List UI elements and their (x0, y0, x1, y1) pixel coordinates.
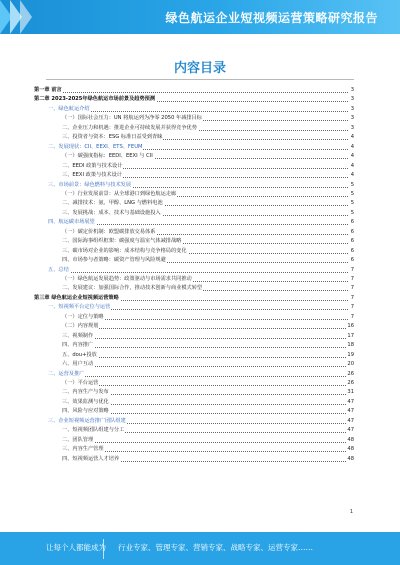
toc-leader-dots (52, 224, 348, 225)
toc-leader-dots (66, 366, 348, 367)
toc-entry-page: 6 (350, 228, 354, 235)
toc-entry-page: 7 (350, 276, 354, 282)
toc-entry[interactable] (0, 303, 400, 312)
toc-entry-label: 二、运营及推广 (48, 370, 85, 377)
toc-entry-page: 4 (350, 172, 354, 179)
toc-entry-label: 三、企业短视频运营推广团队组建 (48, 417, 126, 424)
toc-entry[interactable] (0, 455, 400, 464)
toc-entry-page: 47 (347, 408, 354, 415)
toc-leader-dots (66, 442, 348, 443)
toc-entry-page: 4 (350, 153, 354, 160)
toc-entry-page: 5 (350, 200, 354, 207)
toc-entry[interactable] (0, 95, 400, 104)
toc-entry-page: 6 (350, 238, 354, 245)
toc-entry-page: 19 (347, 351, 354, 358)
toc-leader-dots (52, 111, 348, 112)
toc-entry-page: 5 (350, 190, 354, 197)
toc-entry[interactable] (0, 114, 400, 123)
toc-entry-label: 第二章 2023-2025年绿色航运市场前景及趋势预测 (34, 96, 156, 103)
toc-entry[interactable] (0, 162, 400, 171)
toc-entry[interactable] (0, 124, 400, 133)
toc-entry-label: 一、短视频平台定位与运营 (48, 304, 111, 311)
toc-entry-label: 四、市场参与者策略：碳资产管理与风险规避 (62, 257, 166, 264)
toc-entry-page: 7 (350, 285, 354, 292)
toc-entry-page: 4 (350, 143, 354, 150)
toc-entry-label: 三、EEXI 政策与技术设计 (62, 172, 122, 179)
toc-entry-page: 26 (347, 379, 354, 386)
toc-entry[interactable] (0, 407, 400, 416)
toc-entry-label: 五、总结 (48, 266, 69, 273)
toc-entry-label: 第一章 前言 (34, 87, 62, 93)
toc-entry[interactable] (0, 266, 400, 275)
toc-entry[interactable] (0, 360, 400, 369)
toc-entry[interactable] (0, 426, 400, 435)
toc-entry-page: 6 (350, 257, 354, 264)
toc-entry[interactable] (0, 417, 400, 426)
toc-entry[interactable] (0, 275, 400, 284)
toc-entry-page: 3 (350, 105, 354, 112)
toc-title: 内容目录 (173, 61, 226, 76)
toc-leader-dots (66, 328, 348, 329)
toc-entry-label: 二、减排技术：氨、甲醇、LNG 与燃料电池 (62, 200, 163, 207)
toc-entry-label: 四、内容推广 (62, 342, 94, 349)
toc-entry-label: 三、碳市场对企业的影响：成本结构与竞争格局的变化 (62, 247, 187, 254)
toc-entry[interactable] (0, 256, 400, 265)
toc-entry-page: 4 (350, 134, 354, 141)
toc-entry-label: 三、效果监测与优化 (62, 398, 109, 405)
toc-entry-page: 6 (350, 219, 354, 226)
toc-entry[interactable] (0, 105, 400, 114)
toc-entry-label: （一）行业发展前景：从全球港口到绿色航运走廊 (62, 190, 177, 197)
toc-entry-label: 二、EEDI 政策与技术设计 (62, 162, 123, 169)
toc-entry[interactable] (0, 209, 400, 218)
toc-entry[interactable] (0, 190, 400, 199)
toc-entry-label: 四、风险与应对策略 (62, 408, 109, 415)
toc-entry-page: 18 (347, 342, 354, 349)
toc-entry[interactable] (0, 199, 400, 208)
toc-entry[interactable] (0, 143, 400, 152)
report-title: 绿色航运企业短视频运营策略研究报告 (165, 11, 378, 25)
chevron-decoration-icon (20, 0, 32, 34)
toc-entry-page: 17 (347, 332, 354, 339)
toc-entry[interactable] (0, 218, 400, 227)
toc-entry-label: 三、投资者与资本：ESG 标准日益受到青睐 (62, 134, 163, 141)
toc-entry-page: 3 (350, 96, 354, 103)
toc-entry[interactable] (0, 370, 400, 379)
toc-entry-page: 31 (347, 389, 354, 396)
toc-entry-label: 五、dou+投放 (62, 351, 97, 358)
toc-entry-label: 四、航运碳市场展望 (48, 219, 95, 226)
toc-entry[interactable] (0, 388, 400, 397)
toc-entry-label: （二）内容规划 (62, 323, 99, 330)
toc-entry-label: 二、内容生产与发布 (62, 389, 109, 396)
toc-entry-page: 3 (350, 124, 354, 131)
toc-entry[interactable] (0, 436, 400, 445)
toc-entry-page: 7 (350, 304, 354, 311)
toc-leader-dots (66, 357, 348, 358)
footer-slogan: 让每个人都能成为 (46, 543, 106, 552)
toc-entry[interactable] (0, 171, 400, 180)
toc-entry-page: 48 (347, 455, 354, 462)
toc-entry-label: 二、企业压力和机遇：推进企业可持续发展并获得竞争优势 (62, 124, 197, 131)
page-number: 1 (349, 509, 353, 515)
toc-entry-page: 48 (347, 436, 354, 443)
toc-entry-label: 三、市场前景：绿色燃料与技术发展 (48, 181, 132, 188)
toc-leader-dots (66, 319, 348, 320)
toc-entry-label: 第三章 绿色航运企业短视频运营策略 (34, 294, 119, 301)
toc-entry-label: 二、发展现状：CII、EEXI、ETS、FEUM (48, 143, 143, 150)
toc-entry-label: 二、发展建议：加强国际合作，推动技术创新与商业模式转型 (62, 285, 203, 292)
toc-entry-label: 三、内容生产管理 (62, 446, 104, 453)
toc-entry-page: 47 (347, 417, 354, 424)
toc-entry-page: 48 (347, 446, 354, 453)
toc-leader-dots (66, 451, 348, 452)
toc-entry-label: （一）绿色航运发展趋势：政策驱动与市场需求共同推动 (62, 276, 192, 282)
toc-entry-page: 7 (350, 266, 354, 273)
toc-entry-page: 3 (350, 115, 354, 122)
toc-entry-label: 二、团队管理 (62, 436, 94, 443)
toc-entry-label: （一）定位与策略 (62, 313, 104, 320)
toc-entry[interactable] (0, 237, 400, 246)
toc-entry[interactable] (0, 133, 400, 142)
toc-entry-page: 47 (347, 398, 354, 405)
toc-entry[interactable] (0, 322, 400, 331)
toc-entry[interactable] (0, 351, 400, 360)
footer-expert-list: 行业专家、管理专家、营销专家、战略专家、运营专家…… (118, 543, 313, 552)
toc-leader-dots (52, 376, 348, 377)
toc-entry[interactable] (0, 152, 400, 161)
toc-entry-label: 一、短视频团队组建与分工 (62, 427, 125, 434)
toc-entry-label: 三、发展挑战：成本、技术与基础设施投入 (62, 209, 161, 216)
toc-entry[interactable] (0, 445, 400, 454)
toc-entry-label: （一）碳定价机制：欧盟碳排放交易体系 (62, 228, 156, 235)
toc-entry-page: 4 (350, 162, 354, 169)
toc-entry-label: 一、绿色航运介绍 (48, 105, 90, 112)
toc-entry[interactable] (0, 294, 400, 303)
toc-entry[interactable] (0, 181, 400, 190)
toc-entry-label: 二、国际海事组织框架：碳强度与温室气体减排战略 (62, 238, 182, 245)
toc-entry-page: 16 (347, 323, 354, 330)
toc-entry-page: 20 (347, 361, 354, 368)
toc-entry[interactable] (0, 284, 400, 293)
toc-entry-page: 47 (347, 427, 354, 434)
toc-entry-page: 5 (350, 181, 354, 188)
toc-entry-label: 三、视频制作 (62, 332, 94, 339)
toc-entry-label: 六、用户互动 (62, 361, 94, 368)
toc-entry-label: （一）国际社会压力：UN 将航运列为净零 2050 年减排目标 (62, 115, 202, 122)
toc-entry-label: （一）碳强度指标：EEDI、EEXI 与 CII (62, 153, 153, 160)
toc-entry-page: 5 (350, 209, 354, 216)
toc-entry-page: 7 (350, 294, 354, 301)
toc-leader-dots (38, 92, 348, 93)
toc-entry[interactable] (0, 341, 400, 350)
toc-entry[interactable] (0, 398, 400, 407)
toc-title-divider (46, 79, 354, 80)
toc-leader-dots (66, 338, 348, 339)
toc-entry[interactable] (0, 332, 400, 341)
toc-leader-dots (66, 347, 348, 348)
toc-entry-page: 3 (350, 87, 354, 93)
toc-entry-label: 四、短视频运营人才培养 (62, 455, 120, 462)
toc-entry-page: 6 (350, 247, 354, 254)
toc-entry[interactable] (0, 247, 400, 256)
header-banner (0, 0, 400, 34)
toc-entry-page: 7 (350, 313, 354, 320)
toc-entry-page: 26 (347, 370, 354, 377)
toc-entry[interactable] (0, 86, 400, 95)
toc-entry[interactable] (0, 379, 400, 388)
toc-entry-label: （一）平台运营 (62, 379, 99, 386)
toc-leader-dots (66, 385, 348, 386)
toc-entry[interactable] (0, 313, 400, 322)
toc-leader-dots (52, 272, 348, 273)
toc-entry[interactable] (0, 228, 400, 237)
